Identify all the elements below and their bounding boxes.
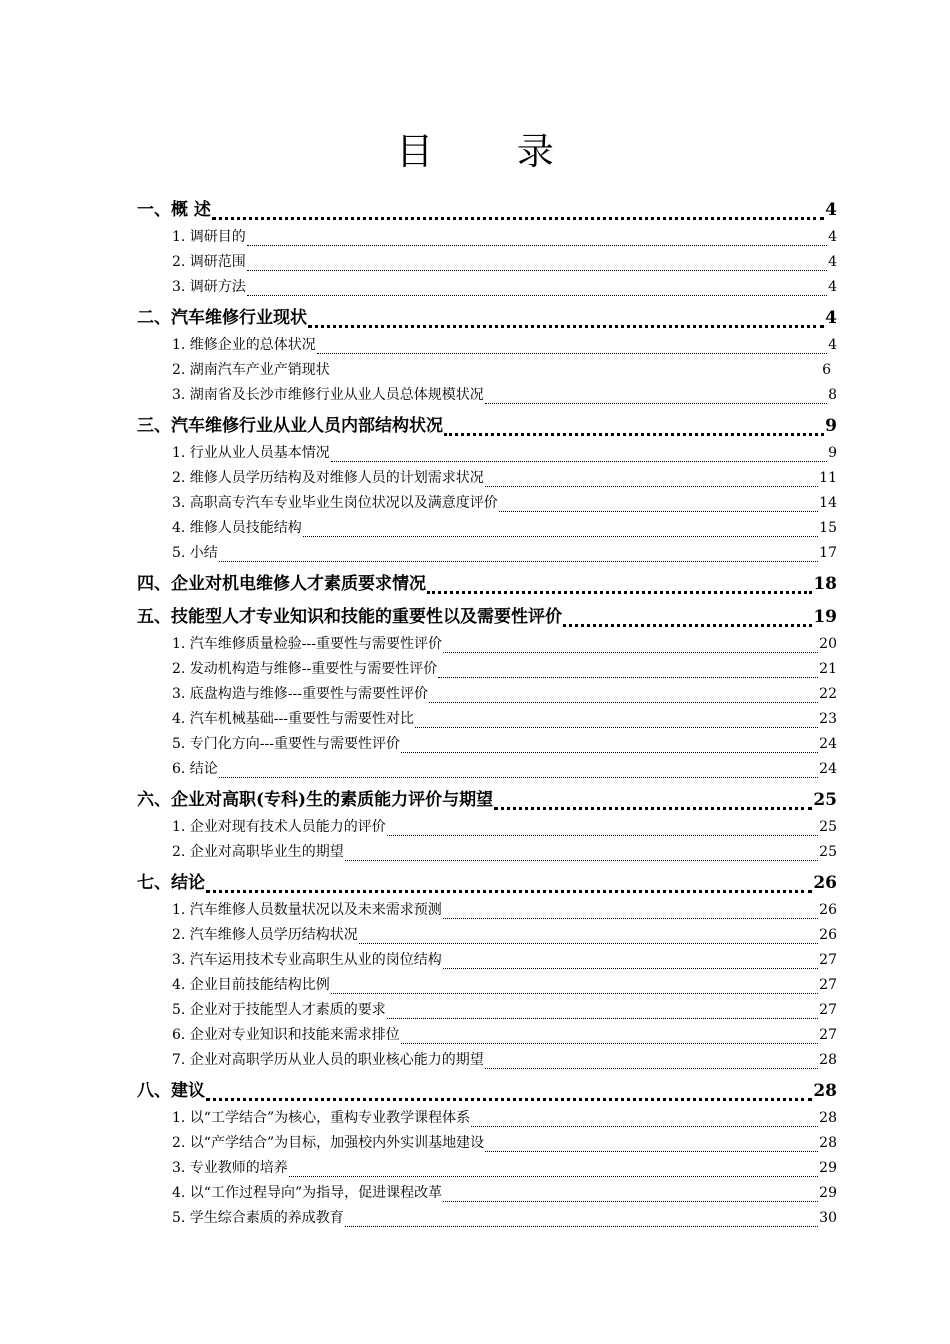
toc-entry-title: 2. 以“产学结合”为目标，加强校内外实训基地建设 <box>172 1135 485 1151</box>
dot-leader <box>499 507 818 512</box>
toc-subsection-entry[interactable] <box>137 541 837 566</box>
toc-page-number: 25 <box>813 790 837 810</box>
dot-leader <box>443 964 818 969</box>
toc-subsection-entry[interactable] <box>137 1131 837 1156</box>
toc-section-entry[interactable] <box>137 785 837 815</box>
toc-subsection-entry[interactable] <box>137 1023 837 1048</box>
dot-leader <box>429 698 818 703</box>
toc-entry-title: 2. 维修人员学历结构及对维修人员的计划需求状况 <box>172 470 484 486</box>
toc-entry-title: 7. 企业对高职学历从业人员的职业核心能力的期望 <box>172 1052 484 1068</box>
toc-entry-title: 5. 专门化方向---重要性与需要性评价 <box>172 736 400 752</box>
toc-page-number: 20 <box>819 636 837 652</box>
dot-leader <box>494 803 812 810</box>
dot-leader <box>387 831 818 836</box>
toc-entry-title: 3. 高职高专汽车专业毕业生岗位状况以及满意度评价 <box>172 495 498 511</box>
toc-entry-title: 1. 汽车维修质量检验---重要性与需要性评价 <box>172 636 442 652</box>
dot-leader <box>219 773 818 778</box>
toc-entry-title: 1. 调研目的 <box>172 229 246 245</box>
toc-subsection-entry[interactable] <box>137 840 837 865</box>
toc-subsection-entry[interactable] <box>137 383 837 408</box>
toc-page-number: 11 <box>819 470 837 486</box>
toc-entry-title: 4. 以“工作过程导向”为指导，促进课程改革 <box>172 1185 443 1201</box>
dot-leader <box>415 723 818 728</box>
dot-leader <box>444 429 824 436</box>
toc-subsection-entry[interactable] <box>137 948 837 973</box>
toc-subsection-entry[interactable] <box>137 757 837 782</box>
dot-leader <box>359 939 818 944</box>
toc-subsection-entry[interactable] <box>137 225 837 250</box>
toc-subsection-entry[interactable] <box>137 632 837 657</box>
toc-page-number: 21 <box>819 661 837 677</box>
toc-entry-title: 4. 汽车机械基础---重要性与需要性对比 <box>172 711 414 727</box>
toc-subsection-entry[interactable] <box>137 358 837 383</box>
toc-subsection-entry[interactable] <box>137 333 837 358</box>
toc-page-number: 8 <box>828 387 837 403</box>
toc-entry-title: 3. 专业教师的培养 <box>172 1160 288 1176</box>
toc-entry-title: 七、结论 <box>137 873 205 893</box>
toc-page-number: 9 <box>825 416 837 436</box>
toc-page-number: 4 <box>828 279 837 295</box>
dot-leader <box>387 1014 818 1019</box>
toc-entry-title: 2. 汽车维修人员学历结构状况 <box>172 927 358 943</box>
toc-section-entry[interactable] <box>137 868 837 898</box>
toc-entry-title: 4. 维修人员技能结构 <box>172 520 302 536</box>
toc-subsection-entry[interactable] <box>137 441 837 466</box>
toc-subsection-entry[interactable] <box>137 1106 837 1131</box>
toc-subsection-entry[interactable] <box>137 923 837 948</box>
toc-subsection-entry[interactable] <box>137 466 837 491</box>
dot-leader <box>345 856 818 861</box>
toc-section-entry[interactable] <box>137 569 837 599</box>
toc-subsection-entry[interactable] <box>137 682 837 707</box>
toc-page-number: 27 <box>819 977 837 993</box>
toc-page-number: 17 <box>819 545 837 561</box>
dot-leader <box>485 1147 818 1152</box>
dot-leader <box>401 1039 818 1044</box>
toc-page-number: 25 <box>819 844 837 860</box>
toc-page-number: 28 <box>819 1052 837 1068</box>
toc-page-number: 26 <box>819 927 837 943</box>
toc-page-number: 19 <box>813 607 837 627</box>
dot-leader <box>345 1222 818 1227</box>
toc-subsection-entry[interactable] <box>137 1206 837 1231</box>
toc-entry-title: 1. 汽车维修人员数量状况以及未来需求预测 <box>172 902 442 918</box>
toc-entry-title: 1. 维修企业的总体状况 <box>172 337 316 353</box>
toc-entry-title: 6. 企业对专业知识和技能来需求排位 <box>172 1027 400 1043</box>
toc-page-number: 9 <box>828 445 837 461</box>
toc-page-number: 28 <box>813 1081 837 1101</box>
dot-leader <box>443 1197 818 1202</box>
toc-page-number: 4 <box>825 308 837 328</box>
dot-leader <box>206 1094 812 1101</box>
dot-leader <box>331 457 827 462</box>
toc-page-number: 22 <box>819 686 837 702</box>
dot-leader <box>308 321 824 328</box>
toc-entry-title: 4. 企业目前技能结构比例 <box>172 977 330 993</box>
dot-leader <box>289 1172 818 1177</box>
toc-page-number: 30 <box>819 1210 837 1226</box>
dot-leader <box>471 1122 818 1127</box>
toc-page-number: 4 <box>825 200 837 220</box>
dot-leader <box>212 213 824 220</box>
toc-page-number: 15 <box>819 520 837 536</box>
toc-subsection-entry[interactable] <box>137 516 837 541</box>
dot-leader <box>247 266 827 271</box>
toc-page-number: 28 <box>819 1135 837 1151</box>
toc-page-number: 4 <box>828 229 837 245</box>
dot-leader <box>485 482 818 487</box>
table-of-contents <box>137 195 837 1231</box>
toc-entry-title: 二、汽车维修行业现状 <box>137 308 307 328</box>
toc-subsection-entry[interactable] <box>137 275 837 300</box>
toc-subsection-entry[interactable] <box>137 657 837 682</box>
toc-page-number: 4 <box>828 337 837 353</box>
toc-entry-title: 1. 以“工学结合”为核心，重构专业教学课程体系 <box>172 1110 471 1126</box>
toc-entry-title: 2. 发动机构造与维修--重要性与需要性评价 <box>172 661 438 677</box>
toc-section-entry[interactable] <box>137 303 837 333</box>
toc-page-number: 18 <box>813 574 837 594</box>
toc-entry-title: 3. 湖南省及长沙市维修行业从业人员总体规模状况 <box>172 387 484 403</box>
toc-entry-title: 一、概 述 <box>137 200 211 220</box>
dot-leader <box>485 1064 818 1069</box>
toc-subsection-entry[interactable] <box>137 732 837 757</box>
toc-entry-title: 5. 学生综合素质的养成教育 <box>172 1210 344 1226</box>
toc-entry-title: 2. 调研范围 <box>172 254 246 270</box>
toc-page-number: 23 <box>819 711 837 727</box>
toc-page-number: 27 <box>819 952 837 968</box>
toc-subsection-entry[interactable] <box>137 491 837 516</box>
toc-page-number: 26 <box>813 873 837 893</box>
toc-entry-title: 八、建议 <box>137 1081 205 1101</box>
dot-leader <box>563 620 812 627</box>
toc-page-number: 14 <box>819 495 837 511</box>
toc-entry-title: 三、汽车维修行业从业人员内部结构状况 <box>137 416 443 436</box>
toc-entry-title: 2. 湖南汽车产业产销现状 <box>172 362 330 378</box>
page-title: 目 录 <box>396 130 590 173</box>
toc-entry-title: 5. 企业对于技能型人才素质的要求 <box>172 1002 386 1018</box>
toc-page-number: 29 <box>819 1160 837 1176</box>
toc-section-entry[interactable] <box>137 602 837 632</box>
toc-subsection-entry[interactable] <box>137 250 837 275</box>
dot-leader <box>443 914 818 919</box>
toc-page-number: 27 <box>819 1027 837 1043</box>
toc-subsection-entry[interactable] <box>137 1181 837 1206</box>
dot-leader <box>438 673 818 678</box>
dot-leader <box>247 241 827 246</box>
toc-page-number: 25 <box>819 819 837 835</box>
dot-leader <box>317 349 827 354</box>
toc-subsection-entry[interactable] <box>137 898 837 923</box>
toc-subsection-entry[interactable] <box>137 815 837 840</box>
toc-subsection-entry[interactable] <box>137 998 837 1023</box>
toc-page-number: 26 <box>819 902 837 918</box>
toc-subsection-entry[interactable] <box>137 1156 837 1181</box>
toc-entry-title: 1. 企业对现有技术人员能力的评价 <box>172 819 386 835</box>
toc-entry-title: 六、企业对高职(专科)生的素质能力评价与期望 <box>137 790 494 810</box>
dot-leader <box>401 748 818 753</box>
toc-section-entry[interactable] <box>137 1076 837 1106</box>
dot-leader <box>427 587 812 594</box>
toc-subsection-entry[interactable] <box>137 707 837 732</box>
toc-entry-title: 3. 调研方法 <box>172 279 246 295</box>
toc-entry-title: 2. 企业对高职毕业生的期望 <box>172 844 344 860</box>
dot-leader <box>206 886 812 893</box>
dot-leader <box>331 375 821 379</box>
dot-leader <box>303 532 818 537</box>
dot-leader <box>247 291 827 296</box>
toc-page-number: 6 <box>822 362 831 378</box>
toc-subsection-entry[interactable] <box>137 973 837 998</box>
toc-entry-title: 五、技能型人才专业知识和技能的重要性以及需要性评价 <box>137 607 562 627</box>
toc-entry-title: 6. 结论 <box>172 761 218 777</box>
toc-entry-title: 5. 小结 <box>172 545 218 561</box>
toc-page-number: 27 <box>819 1002 837 1018</box>
dot-leader <box>443 648 818 653</box>
toc-page-number: 24 <box>819 761 837 777</box>
toc-entry-title: 3. 底盘构造与维修---重要性与需要性评价 <box>172 686 428 702</box>
toc-entry-title: 3. 汽车运用技术专业高职生从业的岗位结构 <box>172 952 442 968</box>
toc-section-entry[interactable] <box>137 411 837 441</box>
toc-entry-title: 1. 行业从业人员基本情况 <box>172 445 330 461</box>
dot-leader <box>219 557 818 562</box>
toc-subsection-entry[interactable] <box>137 1048 837 1073</box>
toc-page-number: 29 <box>819 1185 837 1201</box>
dot-leader <box>485 399 827 404</box>
dot-leader <box>331 989 818 994</box>
toc-page-number: 24 <box>819 736 837 752</box>
toc-entry-title: 四、企业对机电维修人才素质要求情况 <box>137 574 426 594</box>
toc-page-number: 4 <box>828 254 837 270</box>
toc-page-number: 28 <box>819 1110 837 1126</box>
toc-section-entry[interactable] <box>137 195 837 225</box>
